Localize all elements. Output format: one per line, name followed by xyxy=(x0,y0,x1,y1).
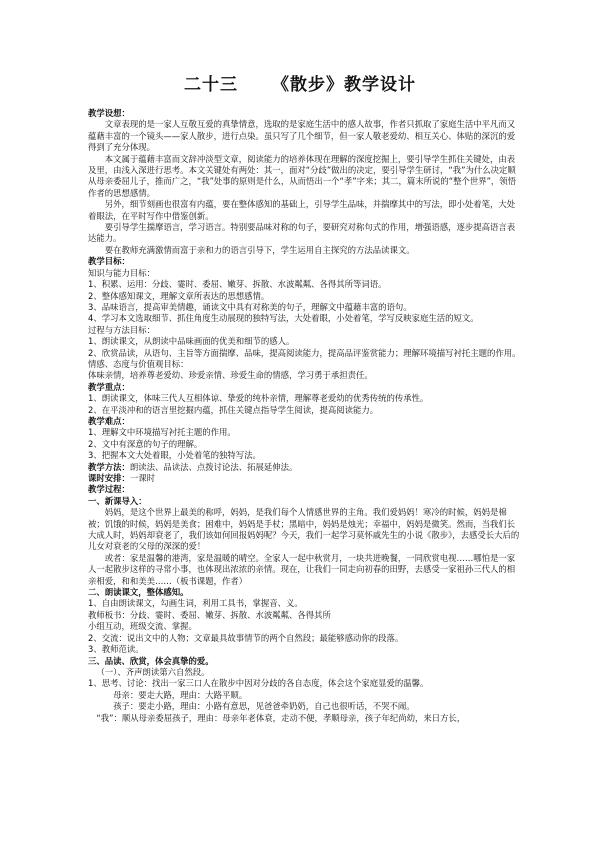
section-heading: 教学过程： xyxy=(88,484,130,495)
paragraph: 小组互动，班级交流、掌握。 xyxy=(88,621,197,632)
paragraph xyxy=(88,462,522,473)
paragraph: 2、交流：说出文中的人物；文章最具故事情节的两个自然段；最能够感动你的段落。 xyxy=(88,632,404,643)
paragraph: 4、学习本文选取细节、抓住角度生动展现的独特写法，大处着眼，小处着笔，学写反映家庭生活的短文。 xyxy=(88,313,479,324)
inline-text: 一课时 xyxy=(129,473,155,483)
paragraph: “我”：顺从母亲委屈孩子，理由：母亲年老体衰，走动不便，孝顺母亲，孩子年纪尚幼，来日方长， xyxy=(96,712,466,723)
section-heading: 教学重点： xyxy=(88,381,130,392)
section-heading: 教学难点： xyxy=(88,415,130,426)
paragraph: （一）、齐声朗读第六自然段。 xyxy=(96,666,210,677)
document-body xyxy=(88,108,522,724)
paragraph xyxy=(88,473,522,484)
inline-label: 课时安排： xyxy=(88,473,130,483)
paragraph: 知识与能力目标： xyxy=(88,267,155,278)
paragraph: 要在教师充满激情而富于亲和力的语言引导下，学生运用自主探究的方法品读课文。 xyxy=(104,244,415,255)
paragraph: 要引导学生揣摩语言，学习语言。特别要品味对称的句子，要研究对称句式的作用，增强语感，逐步提高语言表达能力。 xyxy=(88,222,516,244)
page-title xyxy=(0,70,600,95)
paragraph: 本文属于蕴藉丰富而文辞冲淡型文章，阅读能力的培养体现在理解的深度挖掘上，要引导学生抓住关键处，由表及里，由浅入深进行思考。本文关键处有两处：其一，面对“分歧”做出的决定，要引导学生研讨，“我”为什么决定顺从母亲委屈儿子，推而广之，“我”处事的原则是什么，从而悟出一个“孝”字来；其二，篇末所说的“整个世界”，领悟作者的思想感情。 xyxy=(88,153,517,198)
paragraph: 2、欣赏品读，从语句、主旨等方面揣摩、品味，提高阅读能力，提高品评鉴赏能力；理解环境描写衬托主题的作用。 xyxy=(88,347,521,358)
section-heading: 教学目标： xyxy=(88,256,130,267)
paragraph: 1、积累、运用：分歧、霎时、委屈、嫩芽、拆散、水波粼粼、各得其所等词语。 xyxy=(88,279,387,290)
paragraph: 情感、态度与价值观目标： xyxy=(88,358,189,369)
paragraph: 过程与方法目标： xyxy=(88,324,155,335)
lesson-name: 《散步》教学设计 xyxy=(272,75,416,95)
section-heading: 一、新课导入： xyxy=(88,495,147,506)
paragraph: 孩子：要走小路，理由：小路有意思，见爸爸牵奶奶，自己也很听话，不哭不闹。 xyxy=(113,701,415,712)
paragraph: 妈妈，是这个世界上最美的称呼，妈妈，是我们每个人情感世界的主角。我们爱妈妈！寒冷的时候，妈妈是棉被；饥饿的时候，妈妈是美食；困难中，妈妈是手杖；黑暗中，妈妈是烛光；幸福中，妈妈是微笑。然而，当我们长大成人时，妈妈却衰老了，我们该如何回报妈妈呢？今天，我们一起学习莫怀戚先生的小说《散步》，去感受长大后的儿女对衰老的父母的深深的爱！ xyxy=(88,507,520,552)
paragraph: 1、思考、讨论：找出一家三口人在散步中因对分歧的各自态度，体会这个家庭显爱的温馨。 xyxy=(88,678,429,689)
paragraph: 文章表现的是一家人互敬互爱的真挚情意，选取的是家庭生活中的感人故事，作者只抓取了家庭生活中平凡而又蕴藉丰富的一个镜头——家人散步，进行点染。虽只写了几个细节，但一家人敬老爱幼、相互关心、体贴的深沉的爱得到了充分体现。 xyxy=(88,119,516,153)
inline-label: 教学方法： xyxy=(88,461,130,472)
paragraph: 母亲：要走大路，理由：大路平顺。 xyxy=(113,689,248,700)
paragraph: 2、在平淡冲和的语言里挖掘内蕴，抓住关键点指导学生阅读，提高阅读能力。 xyxy=(88,404,379,415)
paragraph: 3、品味语言，提高审美情趣，诵读文中具有对称美的句子，理解文中蕴藉丰富的语句。 xyxy=(88,301,412,312)
paragraph: 1、朗读课文，从朗读中品味画面的优美和细节的感人。 xyxy=(88,336,295,347)
paragraph: 1、朗读课文，体味三代人互相体谅、挚爱的纯朴亲情，理解尊老爱幼的优秀传统的传承性。 xyxy=(88,393,429,404)
section-heading: 三、品读、欣赏，体会真挚的爱。 xyxy=(88,655,214,666)
paragraph: 3、教师范读。 xyxy=(88,644,144,655)
paragraph: 3、把握本文大处着眼，小处着笔的独特写法。 xyxy=(88,450,261,461)
paragraph: 2、文中有深意的句子的理解。 xyxy=(88,438,203,449)
paragraph: 1、理解文中环境描写衬托主题的作用。 xyxy=(88,427,236,438)
paragraph: 或者：家是温馨的港湾，家是温暖的晴空。全家人一起中秋赏月，一块共进晚餐，一同欣赏电视……哪怕是一家人一起散步这样的寻常小事，也体现出浓浓的亲情。现在，让我们一同走向初春的田野，去感受一家祖孙三代人的相亲相爱，和和美美……（板书课题，作者） xyxy=(88,552,516,586)
lesson-number: 二十三 xyxy=(184,75,238,95)
paragraph: 体味亲情，培养尊老爱幼、珍爱亲情、珍爱生命的情感，学习勇于承担责任。 xyxy=(88,370,373,381)
section-heading: 二、朗读课文，整体感知。 xyxy=(88,587,189,598)
paragraph: 教师板书：分歧、霎时、委屈、嫩芽、拆散、水波粼粼、各得其所 xyxy=(88,609,331,620)
inline-text: 朗读法、品读法、点拨讨论法、拓展延伸法。 xyxy=(129,461,298,472)
section-heading: 教学设想： xyxy=(88,108,130,118)
paragraph: 另外，细节刻画也很富有内蕴，要在整体感知的基础上，引导学生品味，并揣摩其中的写法，即小处着笔，大处着眼法，在平时写作中借鉴创新。 xyxy=(88,199,516,221)
paragraph: 2、整体感知课文，理解文章所表达的思想感情。 xyxy=(88,290,270,301)
paragraph: 1、自由朗读课文，勾画生词，利用工具书，掌握音、义。 xyxy=(88,598,303,609)
